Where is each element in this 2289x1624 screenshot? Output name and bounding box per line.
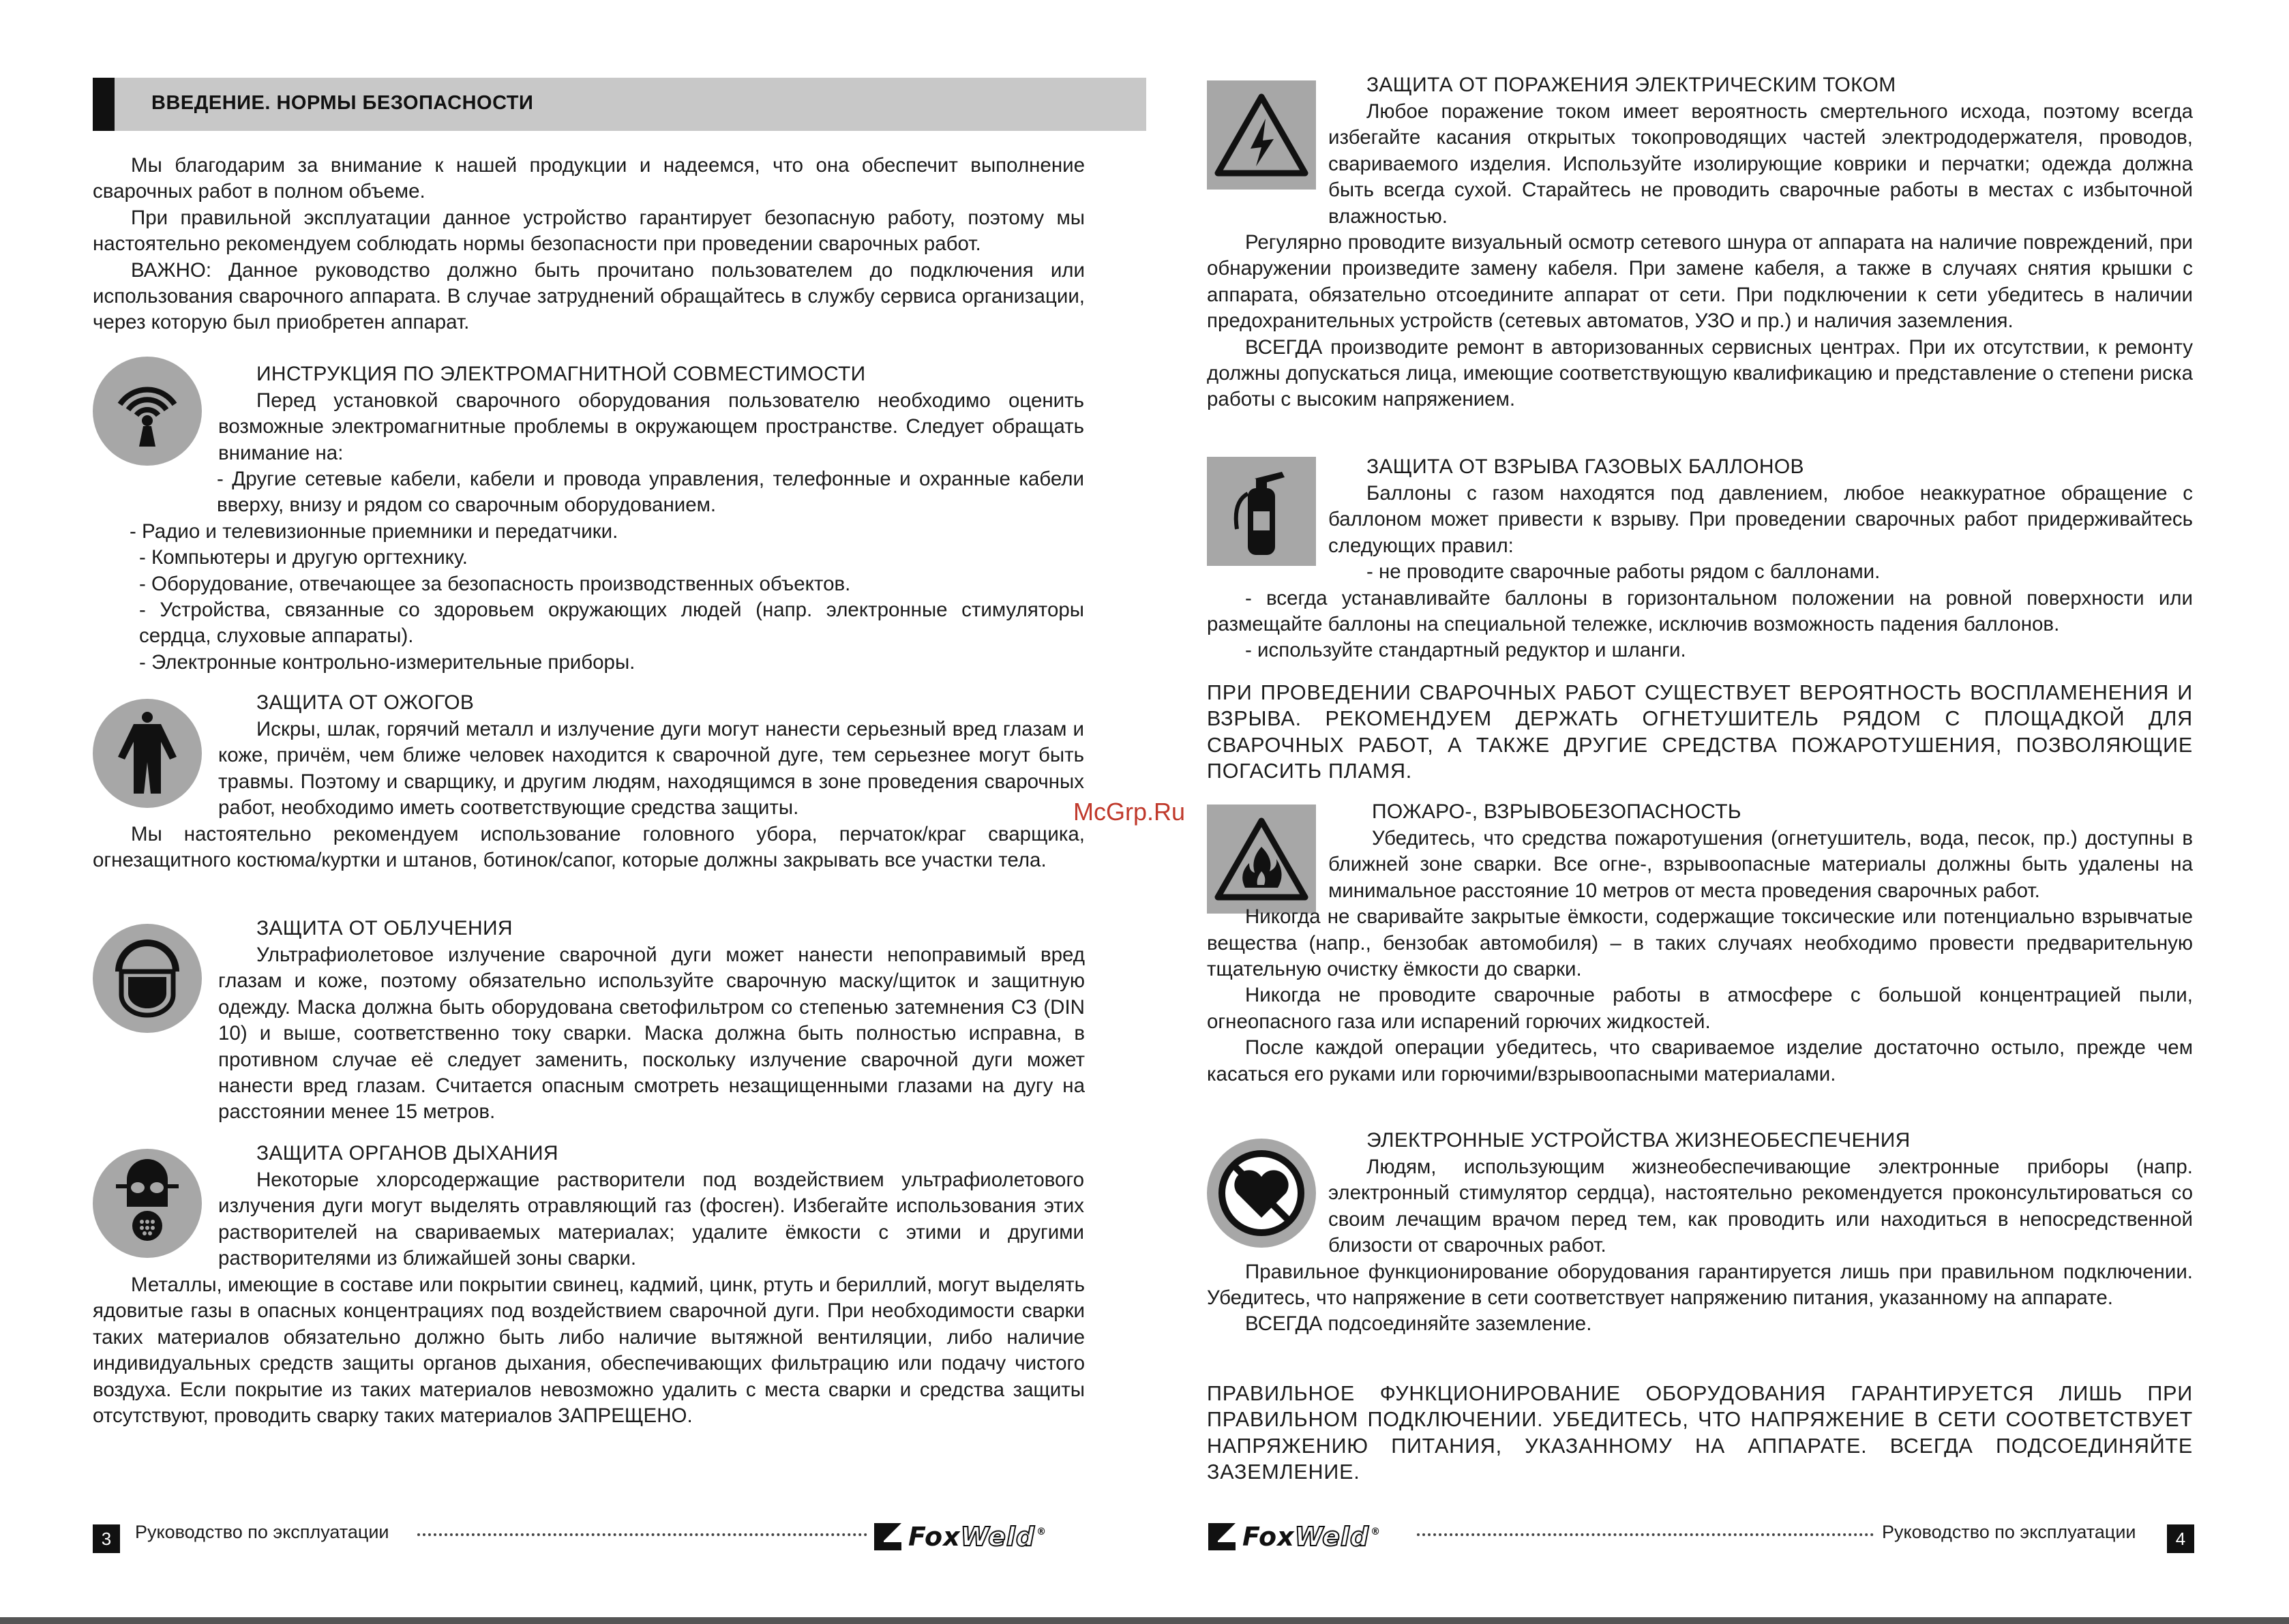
burns-heading: ЗАЩИТА ОТ ОЖОГОВ [256,691,475,714]
foxweld-logo [1207,1522,1381,1552]
fire-warning-caps: ПРИ ПРОВЕДЕНИИ СВАРОЧНЫХ РАБОТ СУЩЕСТВУЕТ ВЕРОЯТНОСТЬ ВОСПЛАМЕНЕНИЯ И ВЗРЫВА. РЕКОМЕНДУЕМ ДЕРЖАТЬ ОГНЕТУШИТЕЛЬ РЯДОМ С ПЛОЩАДКОЙ ДЛЯ СВАРОЧНЫХ РАБОТ, А ТАКЖЕ ДРУГИЕ СРЕДСТВА ПОЖАРОТУШЕНИЯ, ПОЗВОЛЯЮЩИЕ ПОГАСИТЬ ПЛАМЯ. [1207,681,2193,783]
emc-heading: ИНСТРУКЦИЯ ПО ЭЛЕКТРОМАГНИТНОЙ СОВМЕСТИМОСТИ [256,363,866,385]
fire-paragraph-3: Никогда не проводите сварочные работы в атмосфере с большой концентрацией пыли, огнеопасного газа или испарений горючих жидкостей. [1207,984,2193,1033]
page-number: 4 [2167,1524,2194,1553]
intro-paragraph-3: ВАЖНО: Данное руководство должно быть прочитано пользователем до подключения или использования сварочного аппарата. В случае затруднений обращайтесь в службу сервиса организации, через которую был приобретен аппарат. [93,258,1085,334]
emc-list-item: - Оборудование, отвечающее за безопасность производственных объектов. [139,572,851,595]
electric-paragraph-2: Регулярно проводите визуальный осмотр сетевого шнура от аппарата на наличие повреждений, при обнаружении произведите замену кабеля. При замене кабеля, а также в случаях снятия крышки с аппарата, обязательно отсоедините аппарат от сети. При подключении к сети убедитесь в наличии предохранительных устройств (сетевых автоматов, УЗО и пр.) и наличия заземления. [1207,231,2193,333]
emc-list-item: - Радио и телевизионные приемники и передатчики. [130,520,618,543]
emc-paragraph: Перед установкой сварочного оборудования пользователю необходимо оценить возможные электромагнитные проблемы в окружающем пространстве. Следует обращать внимание на: [218,389,1084,464]
electric-paragraph-1: Любое поражение током имеет вероятность смертельного исхода, поэтому всегда избегайте касания открытых токопроводящих частей электрододержателя, проводов, свариваемого изделия. Используйте изолирующие коврики и перчатки; одежда должна быть всегда сухой. Старайтесь не проводить сварочные работы в местах с избыточной влажностью. [1328,100,2193,228]
emc-text [218,388,1084,466]
foxweld-logo-text: FoxWeld ® [908,1522,1047,1552]
emc-list-item: - Компьютеры и другую оргтехнику. [139,546,468,569]
burns-paragraph-2: Мы настоятельно рекомендуем использование головного убора, перчаток/краг сварщика, огнезащитного костюма/куртки и штанов, ботинок/сапог, которые должны закрывать все участки тела. [93,823,1085,872]
footer-label: Руководство по эксплуатации [1882,1522,2136,1542]
life-support-paragraph-3: ВСЕГДА подсоединяйте заземление. [1245,1312,1592,1336]
gas-list-item: - всегда устанавливайте баллоны в горизонтальном положении на ровной поверхности или размещайте баллоны на специальной тележке, исключив возможность падения баллонов. [1207,586,2193,636]
life-support-paragraph-1: Людям, использующим жизнеобеспечивающие электронные приборы (напр. электронный стимулятор сердца), настоятельно рекомендуется проконсультироваться со своим лечащим врачом перед тем, как проводить или находиться в непосредственной близости от сварочных работ. [1328,1156,2193,1257]
electric-paragraph-3: ВСЕГДА производите ремонт в авторизованных сервисных центрах. При их отсутствии, к ремонту должны допускаться лица, имеющие соответствующую квалификацию и представление о степени риска работы с высоким напряжением. [1207,335,2193,411]
protective-suit-icon [93,699,202,808]
footer-dots [1417,1533,1874,1536]
radiation-text [93,942,1085,1126]
life-support-text [1207,1154,2193,1338]
gas-list-item: - используйте стандартный редуктор и шланги. [1245,639,1686,662]
life-support-heading: ЭЛЕКТРОННЫЕ УСТРОЙСТВА ЖИЗНЕОБЕСПЕЧЕНИЯ [1366,1129,1911,1152]
grounding-warning-caps: ПРАВИЛЬНОЕ ФУНКЦИОНИРОВАНИЕ ОБОРУДОВАНИЯ ГАРАНТИРУЕТСЯ ЛИШЬ ПРИ ПРАВИЛЬНОМ ПОДКЛЮЧЕНИИ. УБЕДИТЕСЬ, ЧТО НАПРЯЖЕНИЕ В СЕТИ СООТВЕТСТВУЕТ НАПРЯЖЕНИЮ ПИТАНИЯ, УКАЗАННОМУ НА АППАРАТЕ. ВСЕГДА ПОДСОЕДИНЯЙТЕ ЗАЗЕМЛЕНИЕ. [1207,1382,2193,1484]
breathing-text [218,1167,1084,1272]
bottom-edge-strip [0,1617,2289,1624]
gas-paragraph: Баллоны с газом находятся под давлением, любое неаккуратное обращение с баллоном может привести к взрыву. При проведении сварочных работ придерживайтесь следующих правил: [1328,482,2193,557]
breathing-text-2 [93,1272,1085,1429]
life-support-paragraph-2: Правильное функционирование оборудования гарантируется лишь при правильном подключении. Убедитесь, что напряжение в сети соответствует напряжению питания, указанному на аппарате. [1207,1260,2193,1310]
burns-text [218,717,1084,822]
breathing-paragraph-2: Металлы, имеющие в составе или покрытии свинец, кадмий, цинк, ртуть и бериллий, могут выделять ядовитые газы в опасных концентрациях под воздействием сварочной дуги. При необходимости сварки таких материалов обязательно должно быть либо наличие вытяжной вентиляции, либо наличие индивидуальных средств защиты органов дыхания, обеспечивающих фильтрацию или подачу чистого воздуха. Если покрытие из таких материалов невозможно удалить с места сварки и средства защиты отсутствуют, проводить сварку таких материалов ЗАПРЕЩЕНО. [93,1274,1085,1428]
title-corner-mark [93,78,115,131]
intro-text [93,153,1085,336]
radiation-heading: ЗАЩИТА ОТ ОБЛУЧЕНИЯ [256,917,513,939]
emc-list [130,466,1084,676]
section-title: ВВЕДЕНИЕ. НОРМЫ БЕЗОПАСНОСТИ [151,92,534,114]
watermark: McGrp.Ru [1073,798,1186,826]
radiation-paragraph: Ультрафиолетовое излучение сварочной дуги может нанести непоправимый вред глазам и коже, поэтому обязательно используйте сварочную маску/щиток и защитную одежду. Маска должна быть оборудована светофильтром со степенью затемнения С3 (DIN 10) и выше, соответственно току сварки. Маска должна быть полностью исправна, в противном случае её следует заменить, поскольку излучение сварочной дуги может нанести вред глазам. Считается опасным смотреть незащищенными глазами на дугу на расстоянии менее 15 метров. [218,944,1085,1124]
intro-paragraph-1: Мы благодарим за внимание к нашей продукции и надеемся, что она обеспечит выполнение сварочных работ в полном объеме. [93,154,1085,203]
footer-label: Руководство по эксплуатации [135,1522,389,1542]
foxweld-logo [873,1522,1047,1552]
right-page [1152,0,2289,1624]
fire-paragraph-1: Убедитесь, что средства пожаротушения (огнетушитель, вода, песок, пр.) доступны в ближней зоне сварки. Все огнe-, взрывоопасные материалы должны быть удалены на минимальное расстояние 10 метров от места проведения сварочных работ. [1328,827,2193,902]
foxweld-logo-mark [873,1522,903,1552]
emc-list-item: - Устройства, связанные со здоровьем окружающих людей (напр. электронные стимуляторы сердца, слуховые аппараты). [139,599,1084,648]
electric-heading: ЗАЩИТА ОТ ПОРАЖЕНИЯ ЭЛЕКТРИЧЕСКИМ ТОКОМ [1366,74,1896,96]
gas-text [1207,481,2193,664]
fire-text [1207,826,2193,1087]
emc-list-item: - Электронные контрольно-измерительные приборы. [139,650,635,674]
gas-heading: ЗАЩИТА ОТ ВЗРЫВА ГАЗОВЫХ БАЛЛОНОВ [1366,455,1804,478]
fire-heading: ПОЖАРО-, ВЗРЫВОБЕЗОПАСНОСТЬ [1372,800,1741,823]
footer-dots [417,1533,867,1536]
intro-paragraph-2: При правильной эксплуатации данное устройство гарантирует безопасную работу, поэтому мы настоятельно рекомендуем соблюдать нормы безопасности при проведении сварочных работ. [93,206,1085,256]
gas-mask-icon [93,1149,202,1258]
gas-list-item: - не проводите сварочные работы рядом с баллонами. [1366,560,1881,584]
fire-paragraph-4: После каждой операции убедитесь, что свариваемое изделие достаточно остыло, прежде чем касаться его руками или горючими/взрывоопасными материалами. [1207,1036,2193,1085]
electric-text [1207,99,2193,413]
burns-text-2 [93,822,1085,874]
emc-list-item: - Другие сетевые кабели, кабели и провода управления, телефонные и охранные кабели вверху, внизу и рядом со сварочным оборудованием. [217,468,1084,517]
breathing-heading: ЗАЩИТА ОРГАНОВ ДЫХАНИЯ [256,1142,558,1164]
fire-paragraph-2: Никогда не сваривайте закрытые ёмкости, содержащие токсические или потенциально взрывчатые вещества (напр., бензобак автомобиля) – в таких случаях необходимо провести предварительную тщательную очистку ёмкости до сварки. [1207,905,2193,981]
breathing-paragraph-1: Некоторые хлорсодержащие растворители под воздействием ультрафиолетового излучения дуги могут выделять отравляющий газ (фосген). Избегайте использования этих растворителей на свариваемых материалах; удалите ёмкости с этими и другими растворителями из ближайшей зоны сварки. [218,1169,1084,1270]
burns-paragraph-1: Искры, шлак, горячий металл и излучение дуги могут нанести серьезный вред глазам и коже, причём, чем ближе человек находится к сварочной дуге, тем серьезнее могут быть травмы. Поэтому и сварщику, и другим людям, находящимся в зоне проведения сварочных работ, необходимо иметь соответствующие средства защиты. [218,718,1084,819]
foxweld-logo-mark [1207,1522,1237,1552]
radio-tower-icon [93,357,202,466]
foxweld-logo-text: FoxWeld ® [1242,1522,1381,1552]
page-number: 3 [93,1524,120,1553]
